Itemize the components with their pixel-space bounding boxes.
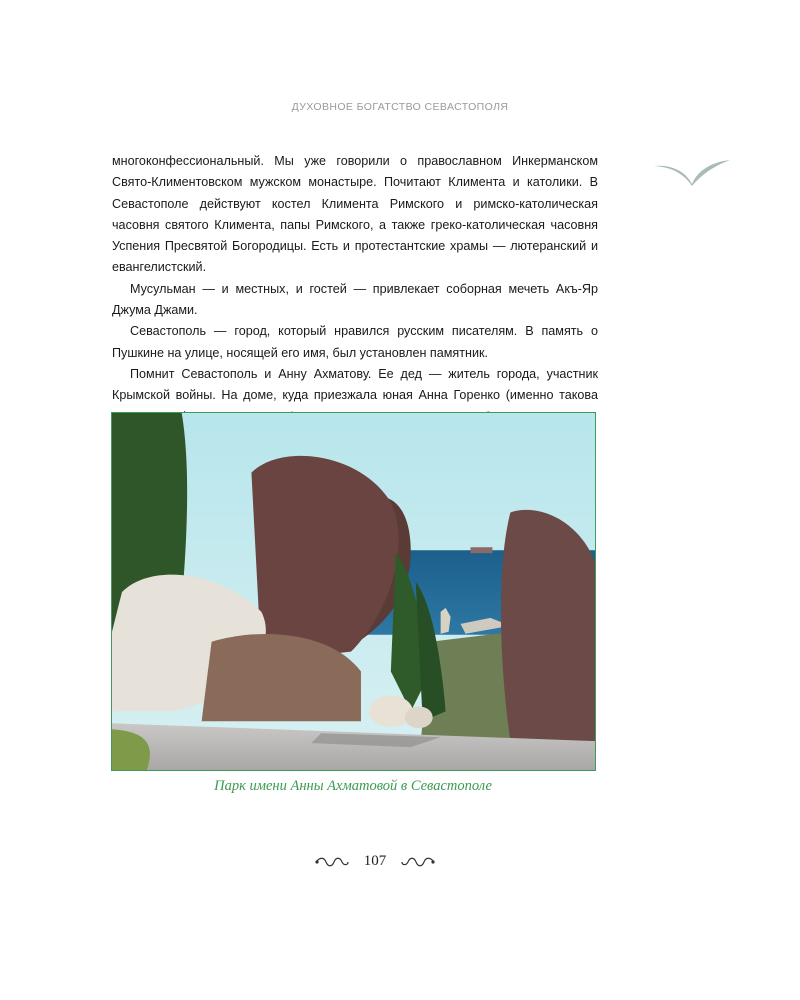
figure-caption: Парк имени Анны Ахматовой в Севастополе — [214, 778, 492, 794]
paragraph: Помнит Севастополь и Анну Ахматову. Ее дед — житель города, участник Крымской войны. На доме, куда приезжала юная Анна Горенко (именно такова — [112, 366, 598, 403]
park-photo — [111, 412, 596, 771]
bird-ornament-icon — [652, 158, 732, 188]
park-photo-illustration — [112, 413, 595, 770]
paragraph: Севастополь — город, который нравился русским писателям. В память о Пушкине на улице, носящей его имя, был установлен памятник. — [112, 324, 598, 360]
body-text — [112, 151, 598, 428]
flourish-icon — [400, 856, 436, 868]
page-number: 107 — [363, 853, 387, 870]
page-footer — [0, 853, 750, 870]
paragraph: Мусульман — и местных, и гостей — привлекает соборная мечеть Акъ-Яр Джума Джами. — [112, 281, 598, 318]
flourish-icon — [314, 856, 350, 868]
running-head: ДУХОВНОЕ БОГАТСТВО СЕВАСТОПОЛЯ — [291, 101, 509, 113]
paragraph: многоконфессиональный. Мы уже говорили о православном Инкерманском Свято-Климентовском мужском монастыре. Почитают Климента и католики. В Севастополе действуют костел Климента Римского и римско-католическая часовня святого Климента, папы Римского, а также греко-католическая часовня Успения Пресвятой Богородицы. Есть и протестантские храмы — лютеранский и евангелистский. — [112, 154, 598, 275]
